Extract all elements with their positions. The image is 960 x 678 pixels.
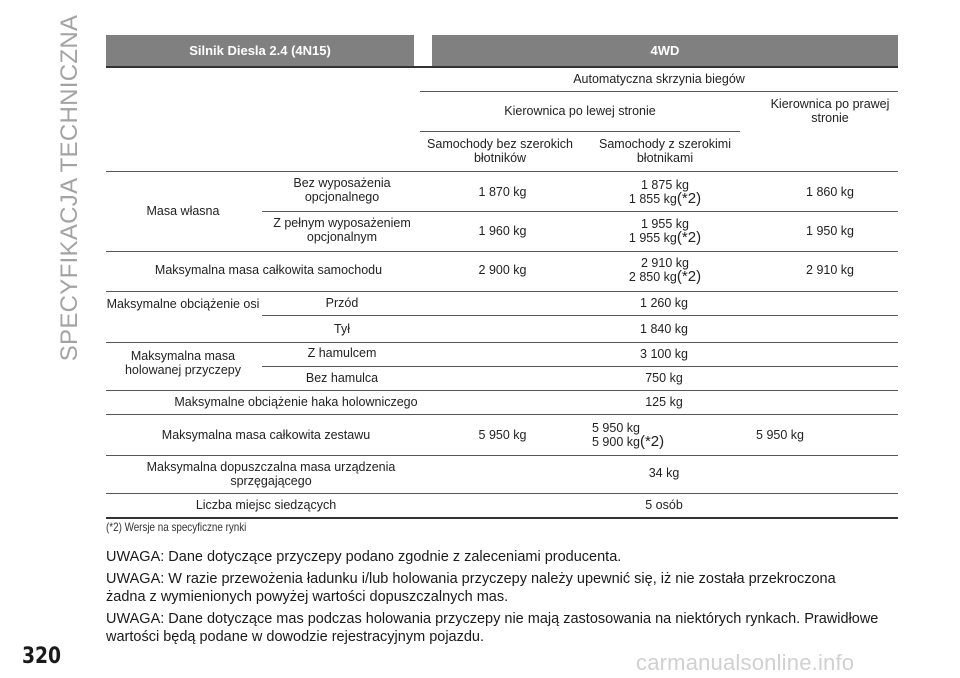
header-drive: 4WD: [432, 35, 898, 66]
gvw-narrow: 2 900 kg: [478, 263, 527, 277]
curb-base-wide: [580, 176, 750, 208]
curb-full-label: Z pełnym wyposażeniem opcjonalnym: [273, 216, 411, 244]
rule: [106, 251, 898, 252]
trailer-label: Maksymalna masa holowanej przyczepy: [124, 349, 242, 377]
lhd-header: Kierownica po lewej stronie: [504, 104, 656, 118]
curb-full-narrow: 1 960 kg: [478, 224, 527, 238]
curb-full-wide: [580, 215, 750, 247]
axle-front-value: 1 260 kg: [640, 296, 688, 310]
side-title-text: SPECYFIKACJA TECHNICZNA: [56, 14, 83, 362]
seats-value: 5 osób: [645, 498, 683, 512]
rule: [262, 315, 898, 316]
note-3: UWAGA: Dane dotyczące mas podczas holowania przyczepy nie mają zastosowania na niektórych rynkach. Prawidłowe wartości będą podane w dowodzie rejestracyjnym pojazdu.: [106, 611, 879, 645]
table-bottom-rule: [106, 517, 898, 519]
trailer-unbraked-value: 750 kg: [645, 371, 683, 385]
axle-label: Maksymalne obciążenie osi: [106, 297, 260, 311]
hitch-value: 125 kg: [645, 395, 683, 409]
curb-full-rhd: 1 950 kg: [806, 224, 854, 238]
footnote-ref: (*2): [676, 229, 702, 246]
value-line: 1 955 kg: [628, 231, 677, 245]
gvw-rhd: 2 910 kg: [806, 263, 854, 277]
gcw-label: Maksymalna masa całkowita zestawu: [161, 428, 371, 442]
value-line: 2 850 kg: [628, 270, 677, 284]
narrow-header: Samochody bez szerokich błotników: [427, 137, 573, 165]
wide-header: Samochody z szerokimi błotnikami: [599, 137, 731, 165]
axle-rear-value: 1 840 kg: [640, 322, 688, 336]
curb-base-narrow: 1 870 kg: [478, 185, 527, 199]
seats-label: Liczba miejsc siedzących: [195, 498, 337, 512]
value-line: 1 875 kg: [641, 178, 689, 192]
rule: [262, 211, 898, 212]
side-section-title: [50, 14, 90, 362]
coupling-label: Maksymalna dopuszczalna masa urządzenia sprzęgającego: [146, 460, 396, 488]
axle-rear-label: Tył: [334, 322, 350, 336]
axle-front-label: Przód: [325, 296, 359, 310]
trailer-braked-label: Z hamulcem: [307, 346, 377, 360]
rule: [106, 455, 898, 456]
gcw-narrow: 5 950 kg: [478, 428, 527, 442]
coupling-value: 34 kg: [648, 466, 680, 480]
value-line: 5 950 kg: [592, 421, 640, 435]
trailer-unbraked-label: Bez hamulca: [305, 371, 379, 385]
note-1: UWAGA: Dane dotyczące przyczepy podano zgodnie z zaleceniami producenta.: [106, 549, 622, 565]
transmission-header: Automatyczna skrzynia biegów: [573, 72, 745, 86]
value-line: 1 855 kg: [628, 192, 677, 206]
rhd-header: Kierownica po prawej stronie: [770, 97, 890, 125]
footnote-ref: (*2): [676, 190, 702, 207]
page-number: 320: [22, 644, 62, 669]
gcw-rhd: 5 950 kg: [756, 428, 804, 442]
hitch-label: Maksymalne obciążenie haka holowniczego: [174, 395, 418, 409]
trailer-braked-value: 3 100 kg: [640, 347, 688, 361]
curb-base-label: Bez wyposażenia opcjonalnego: [293, 176, 391, 204]
footnote-ref: (*2): [639, 433, 665, 450]
value-line: 2 910 kg: [641, 256, 689, 270]
curb-base-rhd: 1 860 kg: [806, 185, 854, 199]
value-line: 1 955 kg: [641, 217, 689, 231]
gvw-wide: [580, 253, 750, 287]
curb-weight-label: Masa własna: [146, 204, 220, 218]
gcw-wide: [562, 418, 702, 452]
watermark: carmanualsonline.info: [636, 650, 855, 675]
value-line: 5 900 kg: [592, 435, 640, 449]
footnote-ref: (*2): [676, 268, 702, 285]
gvw-label: Maksymalna masa całkowita samochodu: [154, 263, 383, 277]
header-engine: Silnik Diesla 2.4 (4N15): [106, 35, 414, 66]
footnote: (*2) Wersje na specyficzne rynki: [106, 520, 247, 534]
note-2: UWAGA: W razie przewożenia ładunku i/lub holowania przyczepy należy upewnić się, iż nie została przekroczona żadna z wymienionych powyżej wartości dopuszczalnych mas.: [106, 571, 836, 605]
rule: [106, 414, 898, 415]
